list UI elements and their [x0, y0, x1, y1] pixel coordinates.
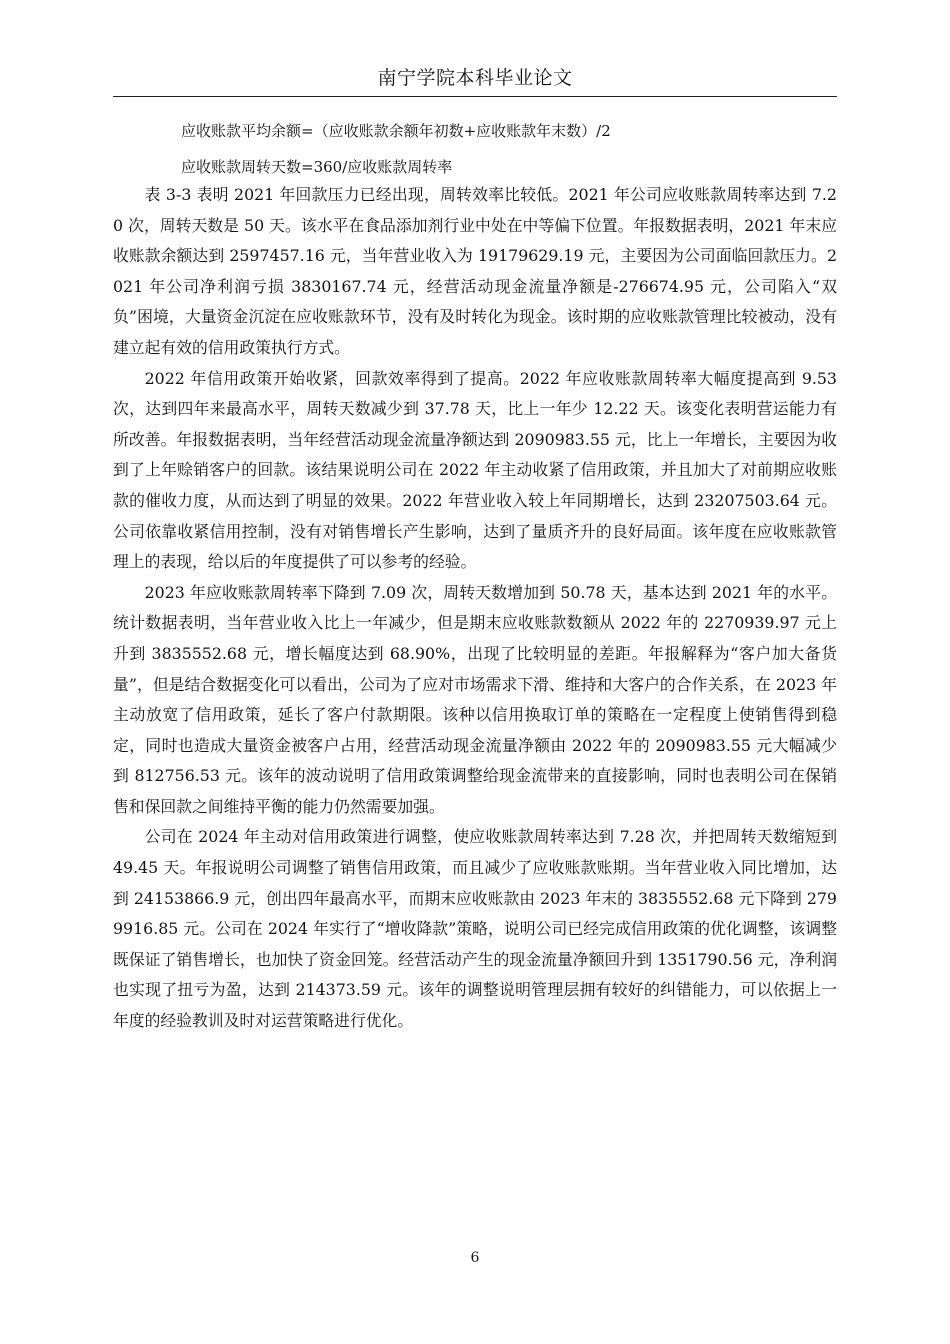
formula-average-receivables: 应收账款平均余额=（应收账款余额年初数+应收账款年末数）/2 [181, 122, 611, 140]
header-divider [113, 96, 837, 97]
page-header-title: 南宁学院本科毕业论文 [377, 67, 573, 89]
paragraph-2022: 2022 年信用政策开始收紧，回款效率得到了提高。2022 年应收账款周转率大幅度提高到 9.53 次，达到四年来最高水平，周转天数减少到 37.78 天，比上一年少 12.22 天。该变化表明营运能力有所改善。年报数据表明，当年经营活动现金流量净额达到 2090983.55 元，比上一年增长，主要因为收到了上年赊销客户的回款。该结果说明公司在 2022 年主动收紧了信用政策，并且加大了对前期应收账款的催收力度，从而达到了明显的效果。2022 年营业收入较上年同期增长，达到 23207503.64 元。公司依靠收紧信用控制，没有对销售增长产生影响，达到了量质齐升的良好局面。该年度在应收账款管理上的表现，给以后的年度提供了可以参考的经验。 [113, 368, 837, 572]
paragraph-2024: 公司在 2024 年主动对信用政策进行调整，使应收账款周转率达到 7.28 次，并把周转天数缩短到 49.45 天。年报说明公司调整了销售信用政策，而且减少了应收账款账期。当年营业收入同比增加，达到 24153866.9 元，创出四年最高水平，而期末应收账款由 2023 年末的 3835552.68 元下降到 2799916.85 元。公司在 2024 年实行了“增收降款”策略，说明公司已经完成信用政策的优化调整，该调整既保证了销售增长，也加快了资金回笼。经营活动产生的现金流量净额回升到 1351790.56 元，净利润也实现了扭亏为盈，达到 214373.59 元。该年的调整说明管理层拥有较好的纠错能力，可以依据上一年度的经验教训及时对运营策略进行优化。 [113, 827, 837, 1031]
paragraph-2023: 2023 年应收账款周转率下降到 7.09 次，周转天数增加到 50.78 天，基本达到 2021 年的水平。统计数据表明，当年营业收入比上一年减少，但是期末应收账款数额从 2022 年的 2270939.97 元上升到 3835552.68 元，增长幅度达到 68.90%，出现了比较明显的差距。年报解释为“客户加大备货量”，但是结合数据变化可以看出，公司为了应对市场需求下滑、维持和大客户的合作关系，在 2023 年主动放宽了信用政策，延长了客户付款期限。该种以信用换取订单的策略在一定程度上使销售得到稳定，同时也造成大量资金被客户占用，经营活动现金流量净额由 2022 年的 2090983.55 元大幅减少到 812756.53 元。该年的波动说明了信用政策调整给现金流带来的直接影响，同时也表明公司在保销售和保回款之间维持平衡的能力仍然需要加强。 [113, 582, 837, 816]
formula-turnover-days: 应收账款周转天数=360/应收账款周转率 [181, 158, 453, 176]
page-number: 6 [470, 1250, 480, 1266]
paragraph-2021: 表 3-3 表明 2021 年回款压力已经出现，周转效率比较低。2021 年公司应收账款周转率达到 7.20 次，周转天数是 50 天。该水平在食品添加剂行业中处在中等偏下位置。年报数据表明，2021 年末应收账款余额达到 2597457.16 元，当年营业收入为 19179629.19 元，主要因为公司面临回款压力。2021 年公司净利润亏损 3830167.74 元，经营活动现金流量净额是-276674.95 元，公司陷入“双负”困境，大量资金沉淀在应收账款环节，没有及时转化为现金。该时期的应收账款管理比较被动，没有建立起有效的信用政策执行方式。 [113, 185, 837, 357]
body-text [113, 180, 837, 1037]
